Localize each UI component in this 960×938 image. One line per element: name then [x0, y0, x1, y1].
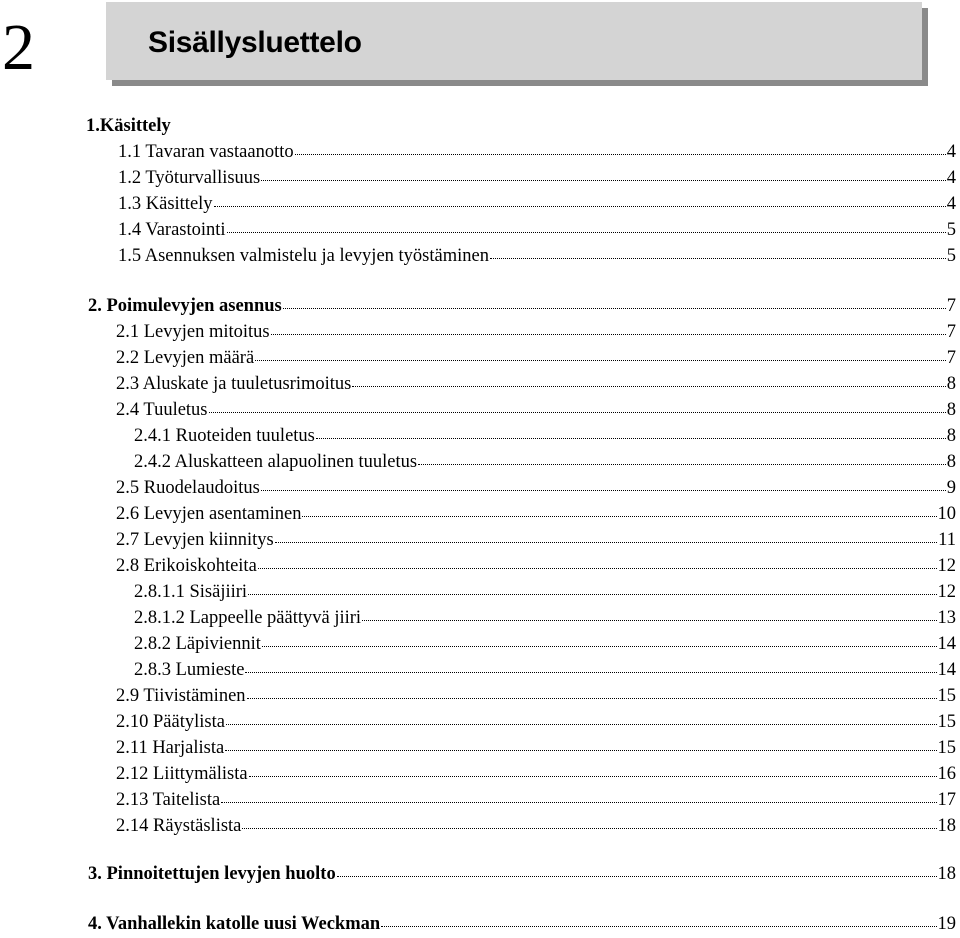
dot-leader — [381, 925, 936, 927]
toc-entry[interactable] — [116, 320, 956, 344]
toc-entry-page: 9 — [946, 478, 956, 498]
toc-entry-page: 8 — [946, 452, 956, 472]
toc-heading-4[interactable] — [88, 912, 956, 936]
dot-leader — [352, 385, 945, 387]
dot-leader — [261, 179, 945, 181]
toc-entry[interactable] — [118, 192, 956, 216]
dot-leader — [490, 257, 946, 259]
dot-leader — [362, 619, 936, 621]
toc-entry-page: 12 — [937, 582, 956, 602]
toc-entry-page: 4 — [946, 142, 956, 162]
toc-entry-page: 18 — [937, 816, 956, 836]
toc-entry[interactable] — [134, 580, 956, 604]
toc-entry[interactable] — [116, 476, 956, 500]
dot-leader — [249, 775, 937, 777]
dot-leader — [227, 231, 946, 233]
toc-heading-label: 2. Poimulevyjen asennus — [88, 296, 282, 316]
toc-entry-label: 2.4.1 Ruoteiden tuuletus — [134, 426, 315, 446]
dot-leader — [209, 411, 946, 413]
toc-heading-1[interactable]: 1.Käsittely — [86, 116, 171, 136]
toc-entry-page: 15 — [937, 712, 956, 732]
toc-entry-label: 2.4.2 Aluskatteen alapuolinen tuuletus — [134, 452, 418, 472]
toc-entry[interactable] — [118, 166, 956, 190]
toc-entry-label: 2.1 Levyjen mitoitus — [116, 322, 270, 342]
toc-entry-label: 2.13 Taitelista — [116, 790, 221, 810]
toc-heading-page: 7 — [946, 296, 956, 316]
toc-entry-label: 2.5 Ruodelaudoitus — [116, 478, 260, 498]
toc-entry[interactable] — [116, 372, 956, 396]
toc-entry-page: 5 — [946, 220, 956, 240]
dot-leader — [226, 723, 937, 725]
toc-entry-label: 2.12 Liittymälista — [116, 764, 248, 784]
dot-leader — [271, 333, 946, 335]
dot-leader — [242, 827, 936, 829]
dot-leader — [337, 875, 937, 877]
toc-entry-page: 7 — [946, 322, 956, 342]
page-title: Sisällysluettelo — [148, 26, 362, 59]
dot-leader — [258, 567, 937, 569]
toc-entry[interactable] — [118, 140, 956, 164]
toc-entry-page: 7 — [946, 348, 956, 368]
toc-entry[interactable] — [134, 450, 956, 474]
dot-leader — [275, 541, 937, 543]
toc-entry[interactable] — [116, 554, 956, 578]
toc-entry-page: 14 — [937, 660, 956, 680]
toc-entry[interactable] — [118, 218, 956, 242]
toc-entry-label: 2.10 Päätylista — [116, 712, 225, 732]
toc-entry-label: 1.4 Varastointi — [118, 220, 226, 240]
toc-entry-label: 2.3 Aluskate ja tuuletusrimoitus — [116, 374, 352, 394]
toc-entry-label: 2.8.2 Läpiviennit — [134, 634, 261, 654]
toc-heading-label: 4. Vanhallekin katolle uusi Weckman — [88, 914, 381, 934]
toc-entry-page: 4 — [946, 168, 956, 188]
dot-leader — [283, 307, 946, 309]
toc-entry-label: 2.8.3 Lumieste — [134, 660, 245, 680]
dot-leader — [214, 205, 946, 207]
toc-entry[interactable] — [116, 762, 956, 786]
toc-entry-page: 13 — [937, 608, 956, 628]
toc-heading-label: 3. Pinnoitettujen levyjen huolto — [88, 864, 336, 884]
toc-heading-2[interactable] — [88, 294, 956, 318]
toc-entry[interactable] — [116, 398, 956, 422]
toc-entry[interactable] — [116, 684, 956, 708]
toc-entry-page: 14 — [937, 634, 956, 654]
toc-entry-page: 8 — [946, 400, 956, 420]
toc-entry-page: 11 — [938, 530, 956, 550]
toc-entry-page: 16 — [937, 764, 956, 784]
toc-entry-page: 5 — [946, 246, 956, 266]
toc-entry[interactable] — [116, 502, 956, 526]
toc-heading-page: 19 — [937, 914, 956, 934]
toc-entry-label: 2.14 Räystäslista — [116, 816, 242, 836]
dot-leader — [261, 489, 946, 491]
toc-entry[interactable] — [116, 710, 956, 734]
toc-entry[interactable] — [116, 346, 956, 370]
toc-entry-page: 12 — [937, 556, 956, 576]
toc-entry-page: 8 — [946, 426, 956, 446]
dot-leader — [418, 463, 946, 465]
dot-leader — [302, 515, 936, 517]
toc-entry[interactable] — [134, 606, 956, 630]
toc-entry-page: 4 — [946, 194, 956, 214]
dot-leader — [255, 359, 946, 361]
toc-entry-label: 2.9 Tiivistäminen — [116, 686, 246, 706]
toc-entry[interactable] — [118, 244, 956, 268]
toc-entry-label: 2.7 Levyjen kiinnitys — [116, 530, 274, 550]
toc-entry[interactable] — [134, 424, 956, 448]
chapter-number: 2 — [2, 11, 35, 84]
toc-entry-label: 2.4 Tuuletus — [116, 400, 208, 420]
dot-leader — [295, 153, 946, 155]
toc-entry-label: 2.8.1.1 Sisäjiiri — [134, 582, 248, 602]
toc-entry[interactable] — [116, 788, 956, 812]
toc-entry-label: 2.2 Levyjen määrä — [116, 348, 255, 368]
toc-entry[interactable] — [116, 814, 956, 838]
toc-entry-label: 1.2 Työturvallisuus — [118, 168, 261, 188]
toc-entry-label: 1.5 Asennuksen valmistelu ja levyjen työstäminen — [118, 246, 489, 266]
toc-entry[interactable] — [116, 528, 956, 552]
dot-leader — [221, 801, 936, 803]
toc-entry-label: 2.8.1.2 Lappeelle päättyvä jiiri — [134, 608, 362, 628]
toc-entry-page: 15 — [937, 686, 956, 706]
dot-leader — [248, 593, 936, 595]
dot-leader — [247, 697, 937, 699]
toc-entry-page: 8 — [946, 374, 956, 394]
toc-entry-label: 1.1 Tavaran vastaanotto — [118, 142, 294, 162]
toc-entry-label: 2.8 Erikoiskohteita — [116, 556, 257, 576]
toc-entry-page: 10 — [937, 504, 956, 524]
toc-entry-page: 15 — [937, 738, 956, 758]
toc-entry-page: 17 — [937, 790, 956, 810]
dot-leader — [316, 437, 946, 439]
toc-entry-label: 1.3 Käsittely — [118, 194, 213, 214]
dot-leader — [245, 671, 936, 673]
toc-heading-3[interactable] — [88, 862, 956, 886]
toc-entry-label: 2.6 Levyjen asentaminen — [116, 504, 302, 524]
dot-leader — [262, 645, 937, 647]
toc-heading-page: 18 — [937, 864, 956, 884]
dot-leader — [225, 749, 936, 751]
toc-entry-label: 2.11 Harjalista — [116, 738, 225, 758]
toc-entry[interactable] — [116, 736, 956, 760]
toc-entry[interactable] — [134, 658, 956, 682]
toc-entry[interactable] — [134, 632, 956, 656]
